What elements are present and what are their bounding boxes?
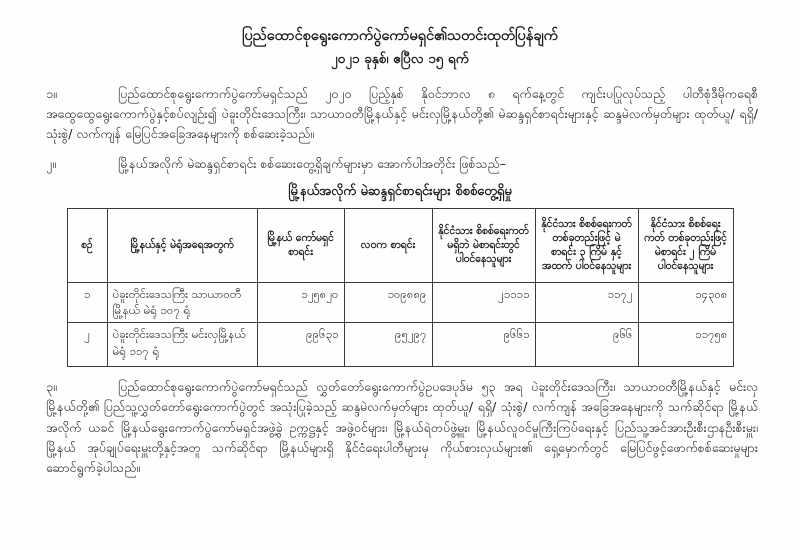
paragraph-2-number: ၂။ xyxy=(46,155,56,171)
cell-no-citizen-card: ၉၆၆၁ xyxy=(432,323,535,367)
cell-serial: ၂ xyxy=(67,323,107,367)
document-date: ၂၀၂၁ ခုနှစ်၊ ဧပြီလ ၁၅ ရက် xyxy=(331,50,469,67)
cell-commission-list: ၉၉၆၃၁ xyxy=(257,323,344,367)
cell-three-plus-times: ၁၁၇၂ xyxy=(535,282,638,322)
cell-three-plus-times: ၉၆၆ xyxy=(535,323,638,367)
voter-list-table xyxy=(67,208,734,367)
cell-commission-list: ၁၂၅၈၂၀ xyxy=(257,282,344,322)
header-immigration-list: လဝက စာရင်း xyxy=(344,208,432,282)
paragraph-1 xyxy=(46,84,758,145)
table-row xyxy=(67,323,733,367)
table-header-row xyxy=(67,208,733,282)
cell-serial: ၁ xyxy=(67,282,107,322)
table-caption: မြို့နယ်အလိုက် မဲဆန္ဒရှင်စာရင်းများ စိစစ်တွေ့ရှိမှု xyxy=(288,183,512,199)
header-township-polling-stations: မြို့နယ်နှင့် မဲရုံအရေအတွက် xyxy=(107,208,257,282)
paragraph-2-text: မြို့နယ်အလိုက် မဲဆန္ဒရှင်စာရင်း စစ်ဆေးတွေ့ရှိချက်များမှာ အောက်ပါအတိုင်း ဖြစ်သည်– xyxy=(118,155,506,171)
cell-township: ပဲခူးတိုင်းဒေသကြီး မင်းလှမြို့နယ် မဲရုံ ၁၁၇ ရုံ xyxy=(107,323,257,367)
paragraph-2 xyxy=(46,154,758,174)
cell-immigration-list: ၁၀၉၈၈၉ xyxy=(344,282,432,322)
cell-two-times: ၁၁၇၅၈ xyxy=(638,323,733,367)
paragraph-3 xyxy=(46,377,758,478)
table-row xyxy=(67,282,733,322)
header-three-plus-times: နိုင်ငံသား စိစစ်ရေးကတ် တစ်ခုတည်းဖြင့် မဲစာရင်း ၃ ကြိမ် နှင့် အထက် ပါဝင်နေသူများ xyxy=(535,208,638,282)
header-no-citizen-card: နိုင်ငံသား စိစစ်ရေးကတ် မရှိဘဲ မဲစာရင်းတွင် ပါဝင်နေသူများ xyxy=(432,208,535,282)
header-two-times: နိုင်ငံသား စိစစ်ရေးကတ် တစ်ခုတည်းဖြင့် မဲစာရင်း ၂ ကြိမ် ပါဝင်နေသူများ xyxy=(638,208,733,282)
cell-immigration-list: ၉၅၂၉၇ xyxy=(344,323,432,367)
cell-two-times: ၁၄၃၀၈ xyxy=(638,282,733,322)
paragraph-1-number: ၁။ xyxy=(46,85,57,101)
paragraph-3-text: ပြည်ထောင်စုရွေးကောက်ပွဲကော်မရှင်သည် လွှတ်တော်ရွေးကောက်ပွဲဥပဒေပုဒ်မ ၅၃ အရ ပဲခူးတိုင်းဒေသကြီး၊ သာယာဝတီမြို့နယ်နှင့် မင်းလှမြို့နယ်တို့၏ ပြည်သူ့လွှတ်တော်ရွေးကောက်ပွဲတွင် အသုံးပြုခဲ့သည့် ဆန္ဒမဲလက်မှတ်များ ထုတ်ယူ/ ရရှိ/ သုံးစွဲ/ လက်ကျန် အခြေအနေများကို သက်ဆိုင်ရာ မြို့နယ်အလိုက် ယခင် မြို့နယ်ရွေးကောက်ပွဲကော်မရှင်အဖွဲ့ခွဲ ဥက္ကဋ္ဌနှင့် အဖွဲ့ဝင်များ၊ မြို့နယ်ရဲတပ်ဖွဲ့မှူး၊ မြို့နယ်လူဝင်မှုကြီးကြပ်ရေးနှင့် ပြည်သူ့အင်အားဦးစီးဌာနဦးစီးမှူး၊ မြို့နယ် အုပ်ချုပ်ရေးမှူးတို့နှင့်အတူ သက်ဆိုင်ရာ မြို့နယ်များရှိ နိုင်ငံရေးပါတီများမှ ကိုယ်စားလှယ်များ၏ ရှေ့မှောက်တွင် မြေပြင်ဖွင့်ဖောက်စစ်ဆေးမှုများ ဆောင်ရွက်ခဲ့ပါသည်။ xyxy=(46,379,758,476)
paragraph-3-number: ၃။ xyxy=(46,379,57,395)
document-title: ပြည်ထောင်စုရွေးကောက်ပွဲကော်မရှင်၏သတင်းထုတ်ပြန်ချက် xyxy=(242,28,558,44)
header-commission-list: မြို့နယ် ကော်မရှင် စာရင်း xyxy=(257,208,344,282)
header-serial: စဉ် xyxy=(67,208,107,282)
cell-township: ပဲခူးတိုင်းဒေသကြီး သာယာဝတီမြို့နယ် မဲရုံ ၁၀၇ ရုံ xyxy=(107,282,257,322)
paragraph-1-text: ပြည်ထောင်စုရွေးကောက်ပွဲကော်မရှင်သည် ၂၀၂၀ ပြည့်နှစ် နိုဝင်ဘာလ ၈ ရက်နေ့တွင် ကျင်းပပြုလုပ်သည့် ပါတီစုံဒီမိုကရေစီအထွေထွေရွေးကောက်ပွဲနှင့်စပ်လျဉ်း၍ ပဲခူးတိုင်းဒေသကြီး၊ သာယာဝတီမြို့နယ်နှင့် မင်းလှမြို့နယ်တို့၏ မဲဆန္ဒရှင်စာရင်းများနှင့် ဆန္ဒမဲလက်မှတ်များ ထုတ်ယူ/ ရရှိ/ သုံးစွဲ/ လက်ကျန် မြေပြင်အခြေအနေများကို စစ်ဆေးခဲ့သည်။ xyxy=(46,85,758,142)
cell-no-citizen-card: ၂၁၁၁၁ xyxy=(432,282,535,322)
